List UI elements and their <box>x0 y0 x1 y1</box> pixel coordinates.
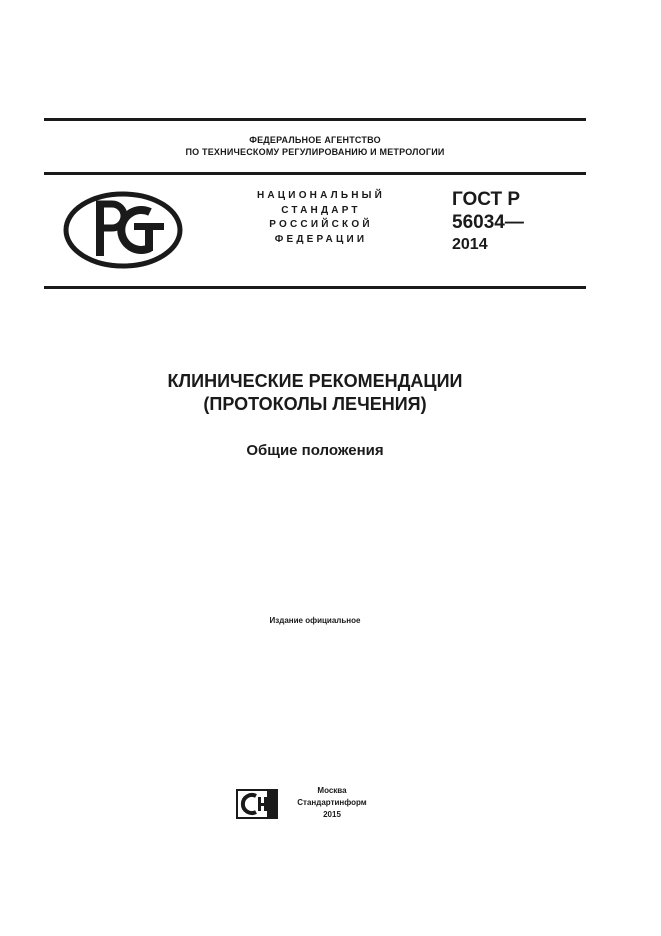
rst-logo-icon <box>62 190 184 270</box>
agency-line-2: ПО ТЕХНИЧЕСКОМУ РЕГУЛИРОВАНИЮ И МЕТРОЛОГИИ <box>185 147 445 157</box>
publisher-city: Москва <box>317 786 347 795</box>
standard-number: 56034— <box>452 212 524 233</box>
publisher-year: 2015 <box>323 810 341 819</box>
document-title <box>44 370 586 416</box>
edition-note: Издание официальное <box>269 616 361 625</box>
document-subtitle: Общие положения <box>246 442 384 459</box>
publisher-block <box>284 785 380 821</box>
top-rule <box>44 118 586 121</box>
publisher-name: Стандартинформ <box>297 798 367 807</box>
header-bottom-rule <box>44 286 586 289</box>
standard-type-line-2: СТАНДАРТ <box>281 204 361 216</box>
standard-designation <box>452 189 524 255</box>
agency-line-1: ФЕДЕРАЛЬНОЕ АГЕНТСТВО <box>249 135 381 145</box>
standartinform-logo-icon <box>236 789 278 819</box>
standard-year: 2014 <box>452 236 488 253</box>
standard-type-line-1: НАЦИОНАЛЬНЫЙ <box>256 190 386 201</box>
standard-type <box>236 189 406 247</box>
standard-code: ГОСТ Р <box>452 189 521 210</box>
header-rule <box>44 172 586 175</box>
document-title-line-2: (ПРОТОКОЛЫ ЛЕЧЕНИЯ) <box>203 394 427 414</box>
agency-header <box>44 134 586 158</box>
document-title-line-1: КЛИНИЧЕСКИЕ РЕКОМЕНДАЦИИ <box>167 371 463 391</box>
standard-type-line-3: РОССИЙСКОЙ <box>269 219 373 230</box>
standard-type-line-4: ФЕДЕРАЦИИ <box>274 233 368 245</box>
